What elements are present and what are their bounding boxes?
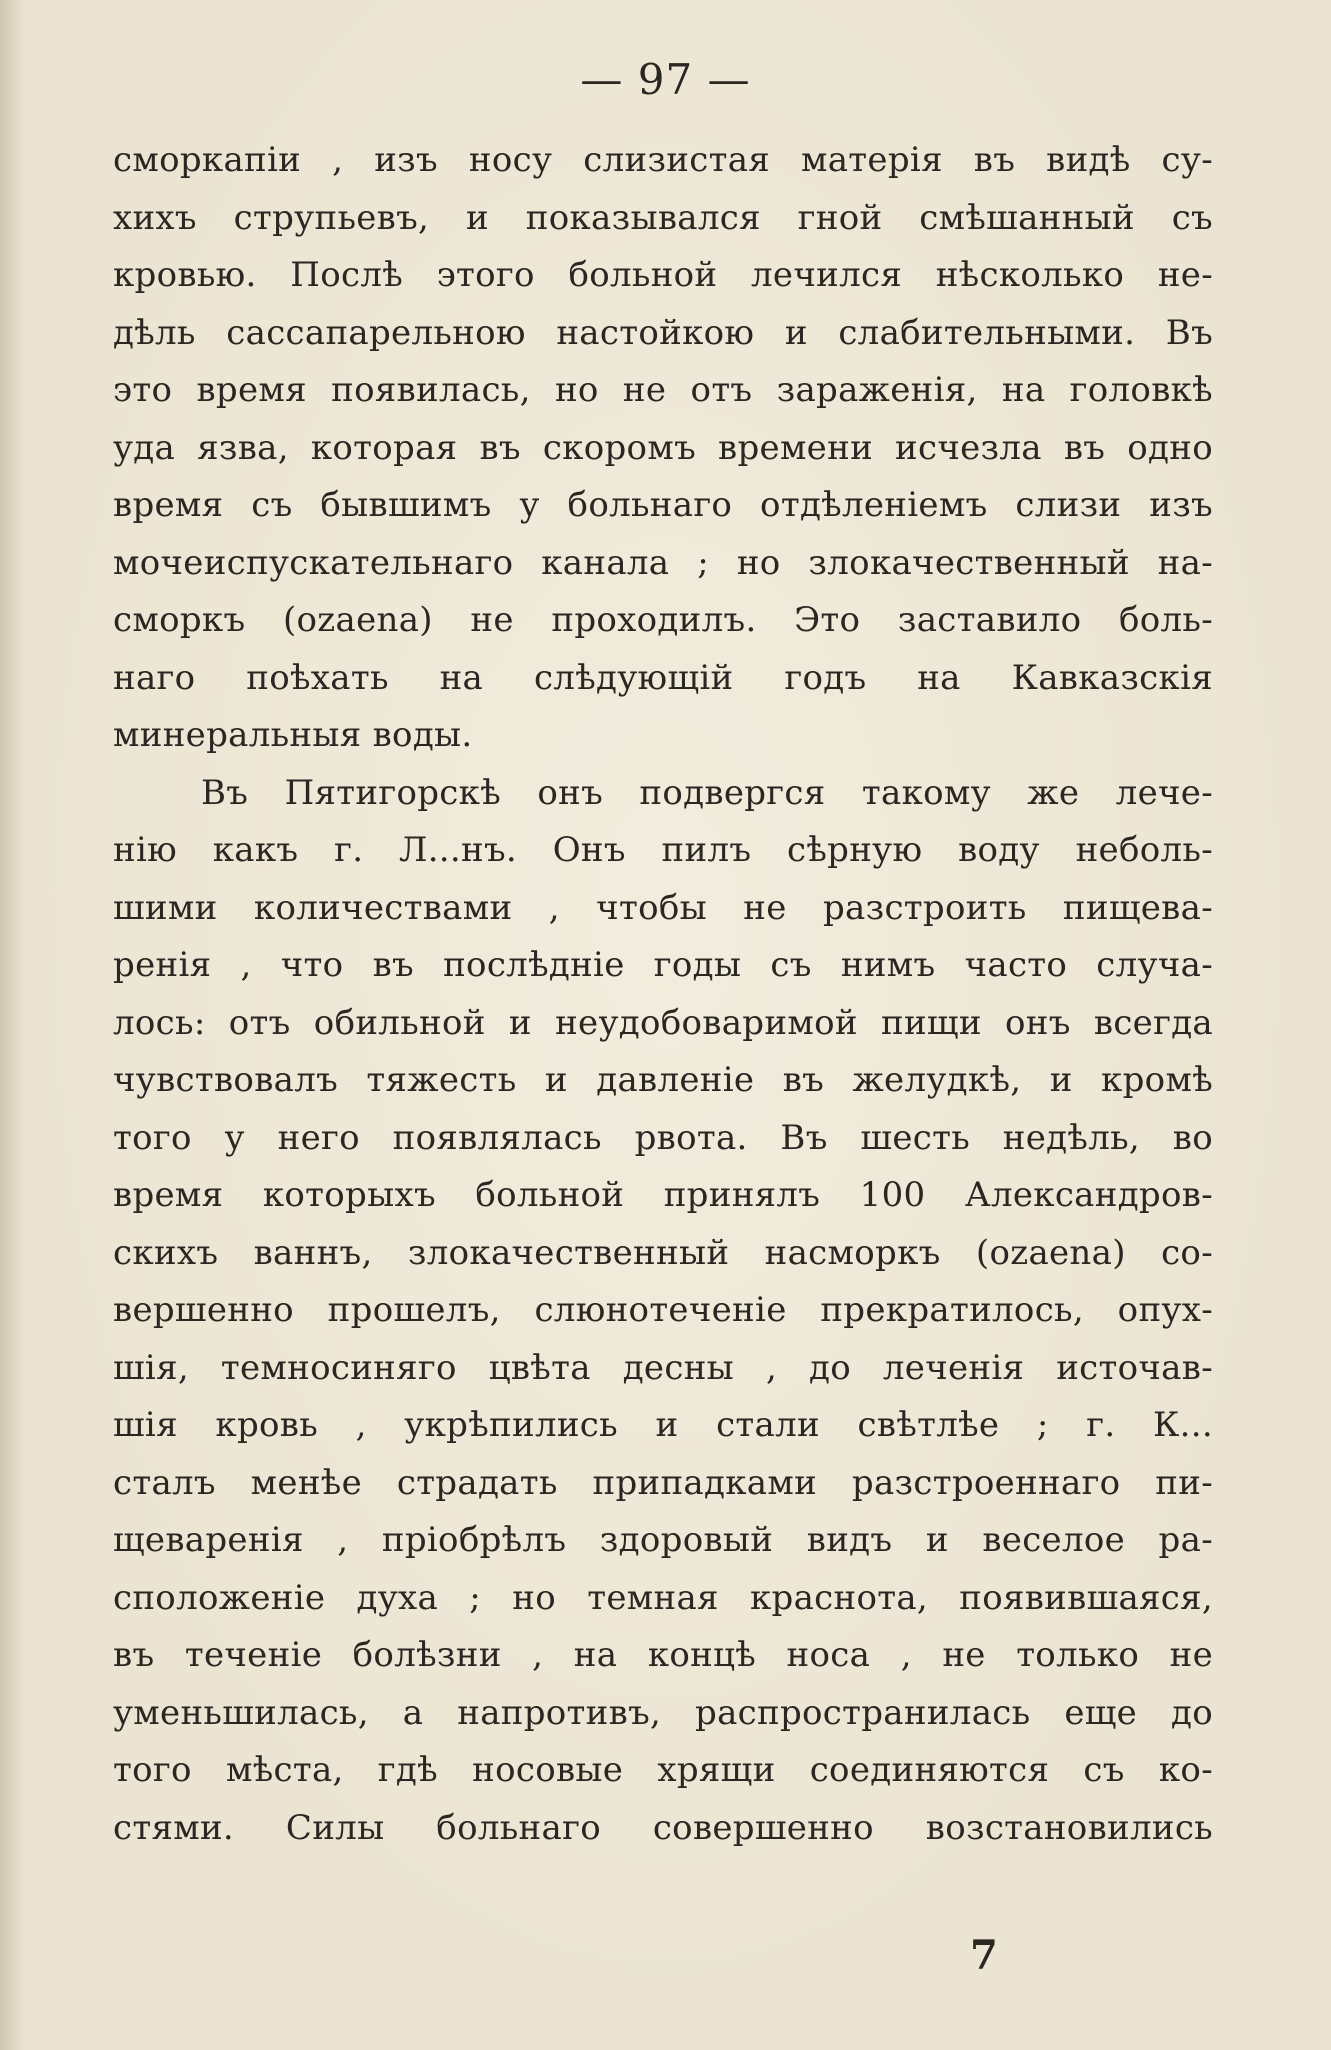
text-line: уменьшилась, а напротивъ, распространилась еще до xyxy=(113,1692,1213,1733)
text-line: Въ Пятигорскѣ онъ подвергся такому же лече- xyxy=(201,772,1213,813)
signature-mark: 7 xyxy=(970,1932,998,1979)
text-line: того мѣста, гдѣ носовые хрящи соединяются съ ко- xyxy=(113,1750,1213,1790)
text-line: нію какъ г. Л...нъ. Онъ пилъ сѣрную воду неболь- xyxy=(113,830,1213,870)
page-number: — 97 — xyxy=(580,55,751,104)
text-line: дѣль сассапарельною настойкою и слабительными. Въ xyxy=(113,312,1213,353)
body-text xyxy=(113,132,1213,1857)
text-line: уда язва, которая въ скоромъ времени исчезла въ одно xyxy=(113,427,1213,468)
text-line: шія кровь , укрѣпились и стали свѣтлѣе ; г. К... xyxy=(113,1405,1213,1445)
text-line: того у него появлялась рвота. Въ шесть недѣль, во xyxy=(113,1117,1213,1158)
text-line: лось: отъ обильной и неудобоваримой пищи онъ всегда xyxy=(113,1002,1213,1043)
text-line: наго поѣхать на слѣдующій годъ на Кавказскія xyxy=(113,657,1213,698)
text-line: время съ бывшимъ у больнаго отдѣленіемъ слизи изъ xyxy=(113,485,1213,525)
text-line: шія, темносиняго цвѣта десны , до леченія источав- xyxy=(113,1347,1213,1388)
text-line: шими количествами , чтобы не разстроить пищева- xyxy=(113,887,1213,928)
text-line: это время появилась, но не отъ зараженія, на головкѣ xyxy=(113,370,1213,410)
text-line: сморкъ (ozaena) не проходилъ. Это заставило боль- xyxy=(113,600,1213,640)
text-line: скихъ ваннъ, злокачественный насморкъ (ozaena) со- xyxy=(113,1232,1213,1273)
text-line: хихъ струпьевъ, и показывался гной смѣшанный съ xyxy=(113,197,1213,238)
page-binding-shadow xyxy=(0,0,26,2050)
text-line: сталъ менѣе страдать припадками разстроеннаго пи- xyxy=(113,1462,1213,1503)
text-line: кровью. Послѣ этого больной лечился нѣсколько не- xyxy=(113,255,1213,295)
text-line: чувствовалъ тяжесть и давленіе въ желудкѣ, и кромѣ xyxy=(113,1060,1213,1100)
text-line: стями. Силы больнаго совершенно возстановились xyxy=(113,1807,1213,1848)
text-line: минеральныя воды. xyxy=(113,715,473,755)
text-line: сположеніе духа ; но темная краснота, появившаяся, xyxy=(113,1577,1213,1618)
text-line: вершенно прошелъ, слюнотеченіе прекратилось, опух- xyxy=(113,1290,1213,1330)
text-line: время которыхъ больной принялъ 100 Александров- xyxy=(113,1175,1213,1215)
text-line: щеваренія , пріобрѣлъ здоровый видъ и веселое ра- xyxy=(113,1520,1213,1560)
text-line: ренія , что въ послѣдніе годы съ нимъ часто случа- xyxy=(113,945,1213,985)
text-line: сморкапіи , изъ носу слизистая матерія въ видѣ су- xyxy=(113,140,1213,180)
text-line: въ теченіе болѣзни , на концѣ носа , не только не xyxy=(113,1635,1213,1675)
text-line: мочеиспускательнаго канала ; но злокачественный на- xyxy=(113,542,1213,583)
